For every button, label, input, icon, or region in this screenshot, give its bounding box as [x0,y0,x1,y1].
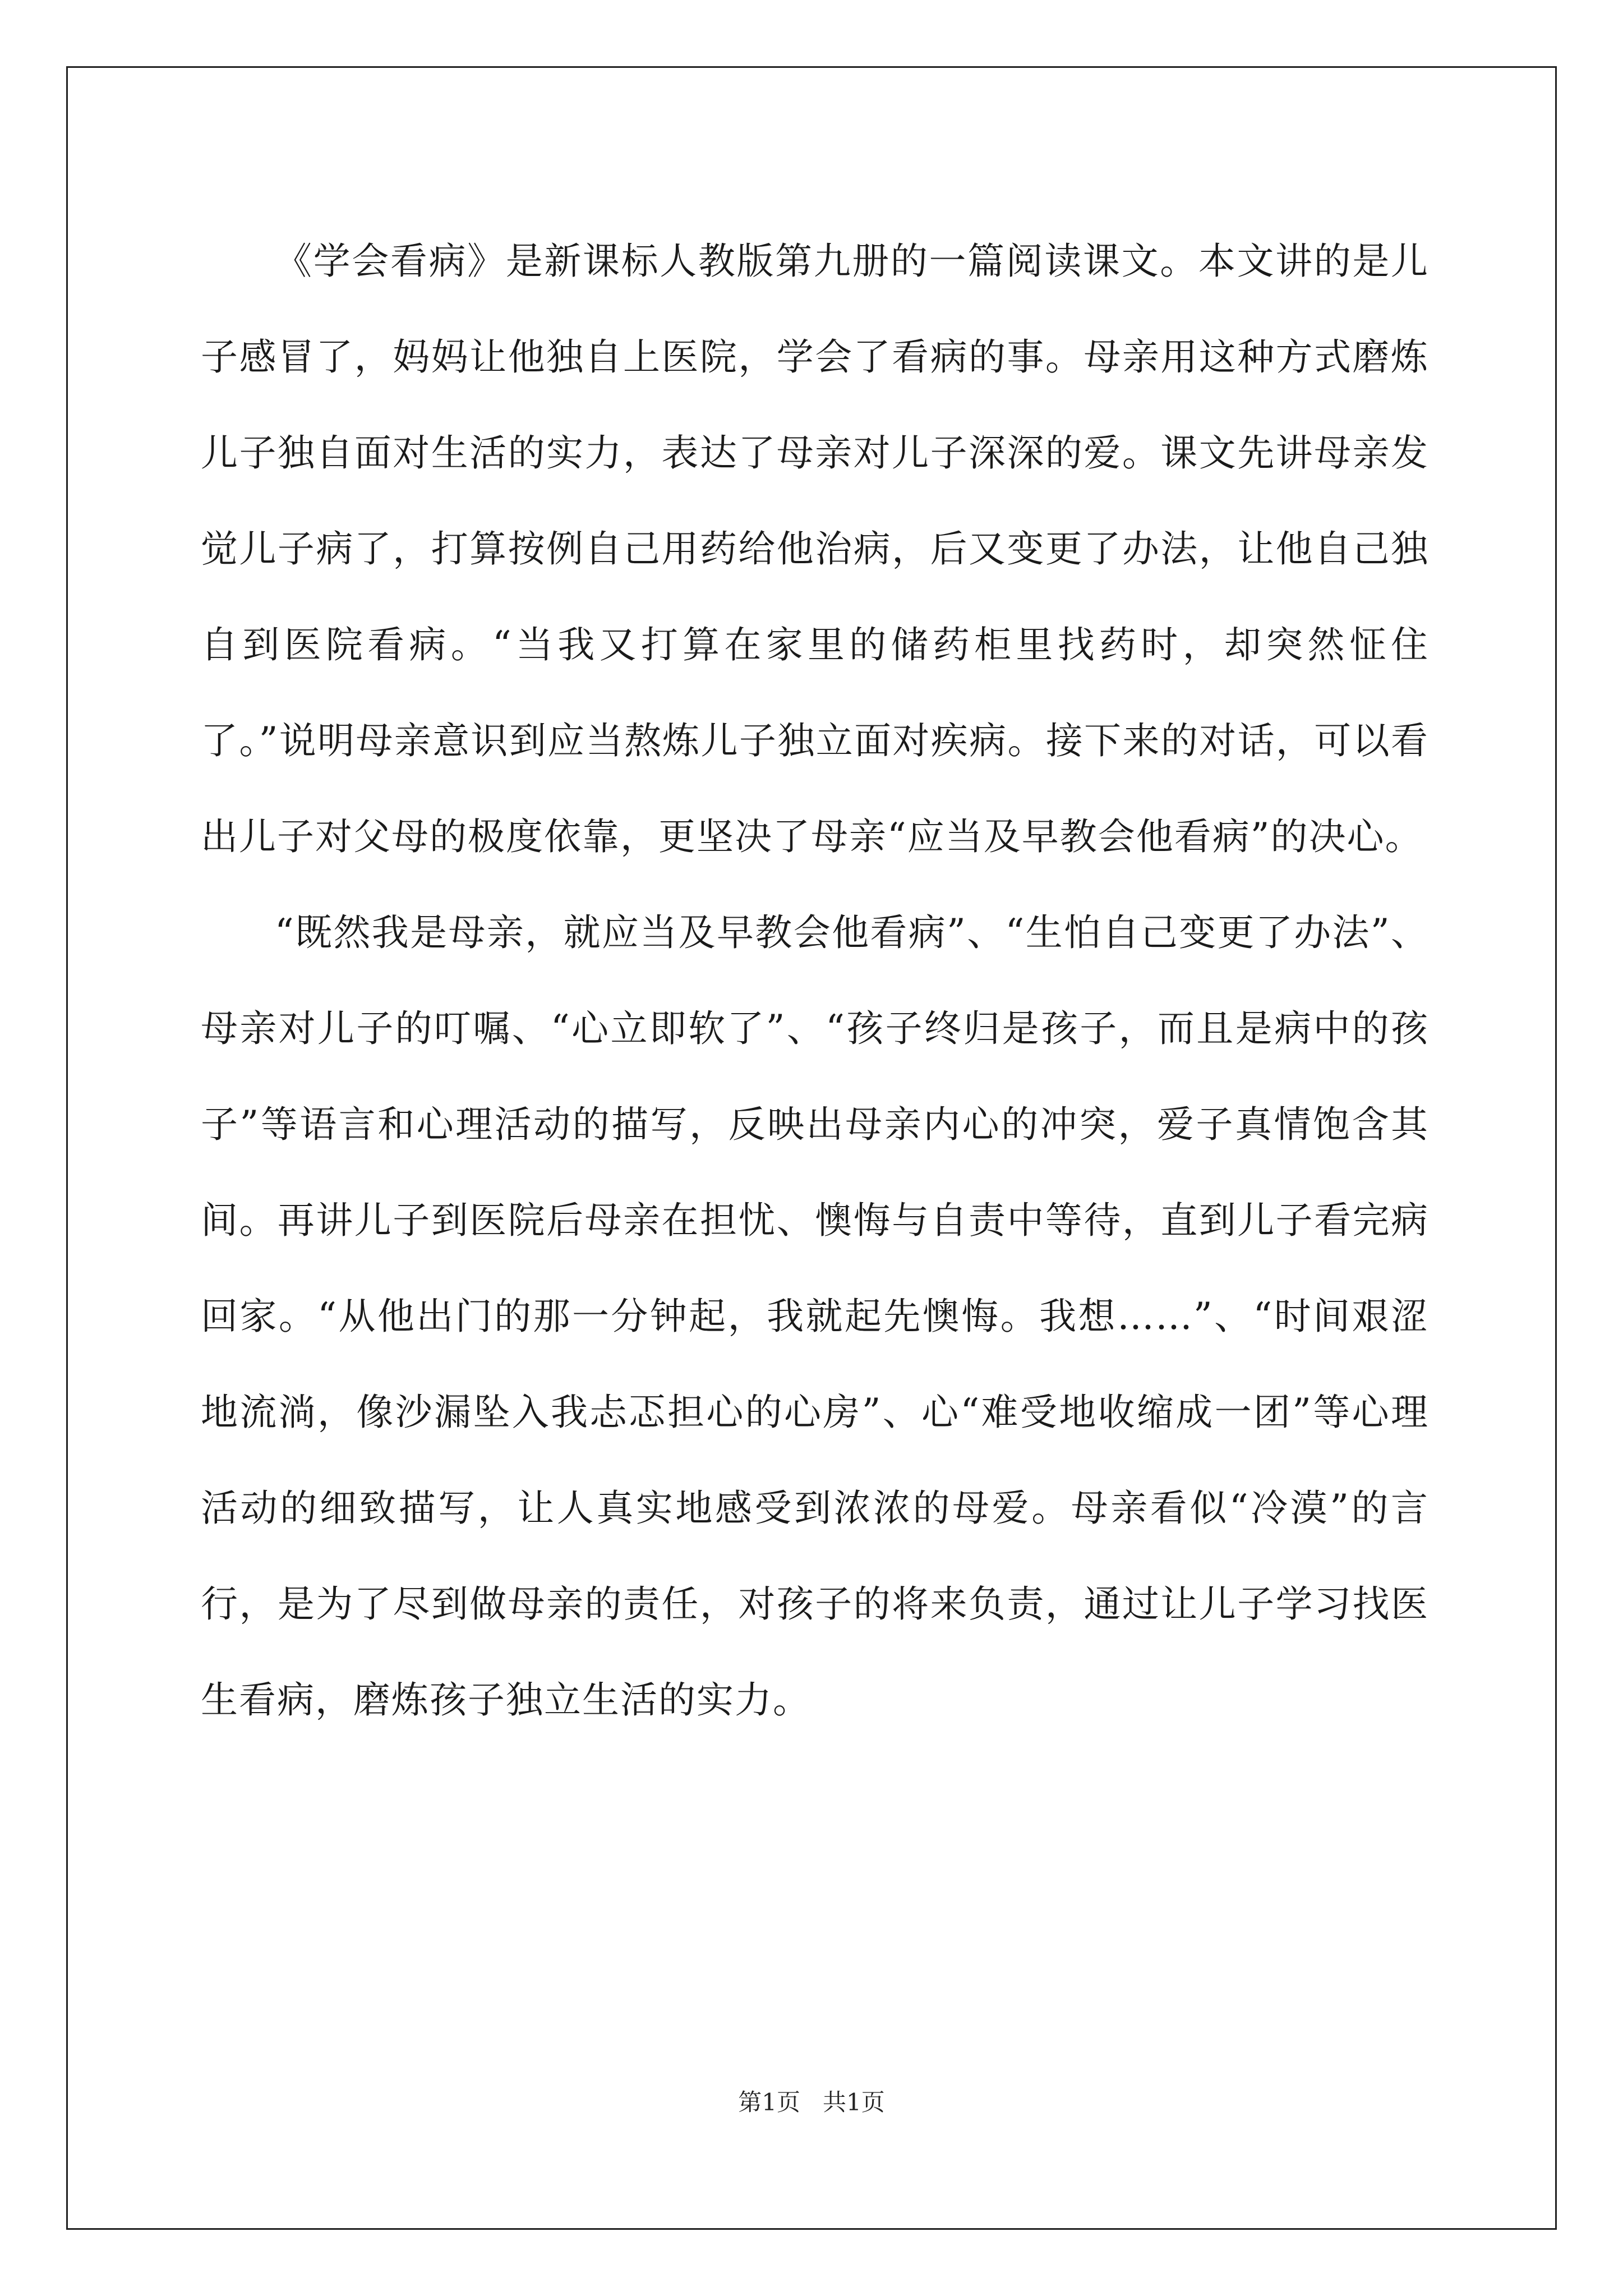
paragraph-2: “既然我是母亲，就应当及早教会他看病”、“生怕自己变更了办法”、母亲对儿子的叮嘱、“心立即软了”、“孩子终归是孩子，而且是病中的孩子”等语言和心理活动的描写，反映出母亲内心的冲突，爱子真情饱含其间。再讲儿子到医院后母亲在担忧、懊悔与自责中等待，直到儿子看完病回家。“从他出门的那一分钟起，我就起先懊悔。我想……”、“时间艰涩地流淌，像沙漏坠入我忐忑担心的心房”、心“难受地收缩成一团”等心理活动的细致描写，让人真实地感受到浓浓的母爱。母亲看似“冷漠”的言行，是为了尽到做母亲的责任，对孩子的将来负责，通过让儿子学习找医生看病，磨炼孩子独立生活的实力。 [201,911,1429,1722]
document-body [201,213,1429,1748]
page-number: 第1页 共1页 [738,2088,885,2116]
paragraph-1: 《学会看病》是新课标人教版第九册的一篇阅读课文。本文讲的是儿子感冒了，妈妈让他独自上医院，学会了看病的事。母亲用这种方式磨炼儿子独自面对生活的实力，表达了母亲对儿子深深的爱。课文先讲母亲发觉儿子病了，打算按例自己用药给他治病，后又变更了办法，让他自己独自到医院看病。“当我又打算在家里的储药柜里找药时，却突然怔住了。”说明母亲意识到应当熬炼儿子独立面对疾病。接下来的对话，可以看出儿子对父母的极度依靠，更坚决了母亲“应当及早教会他看病”的决心。 [201,240,1429,858]
page-footer [0,2086,1623,2119]
